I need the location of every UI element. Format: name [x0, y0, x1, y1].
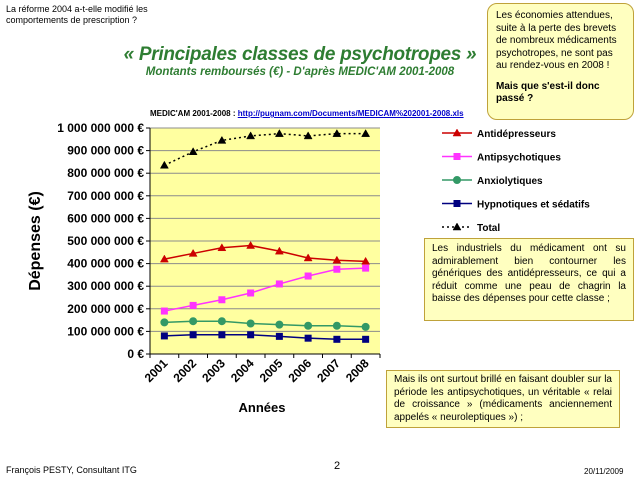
x-tick-label: 2004	[227, 356, 257, 386]
data-point	[218, 318, 225, 325]
callout-antipsychotics	[386, 370, 620, 428]
legend-label: Antidépresseurs	[477, 129, 556, 140]
data-point	[248, 332, 254, 338]
data-point	[333, 322, 340, 329]
data-point	[276, 333, 282, 339]
footer-author: François PESTY, Consultant ITG	[6, 465, 137, 475]
data-point	[190, 332, 196, 338]
data-point	[247, 320, 254, 327]
data-point	[248, 290, 254, 296]
source-link[interactable]: http://pugnam.com/Documents/MEDICAM%202001-2008.xls	[237, 109, 464, 118]
chart-title: « Principales classes de psychotropes »	[123, 44, 477, 65]
y-tick-label: 0 €	[127, 347, 144, 361]
data-point	[161, 319, 168, 326]
y-tick-label: 400 000 000 €	[67, 256, 144, 271]
x-axis-label: Années	[238, 400, 286, 415]
legend-marker	[454, 177, 461, 184]
legend-item	[442, 223, 500, 234]
y-tick-label: 1 000 000 000 €	[57, 121, 144, 135]
data-point	[305, 322, 312, 329]
legend-marker	[453, 223, 461, 230]
x-axis	[142, 354, 380, 385]
chart-subtitle: Montants remboursés (€) - D'après MEDIC'AM 2001-2008	[145, 66, 455, 78]
x-tick-label: 2005	[256, 356, 286, 386]
callout-antidepressants	[424, 238, 634, 321]
data-point	[276, 321, 283, 328]
y-tick-label: 200 000 000 €	[67, 301, 144, 316]
callout-antidepressants-text: Les industriels du médicament ont su admirablement bien contourner les génériques des antidépresseurs, ce qui a réduit comme une peau de chagrin la baisse des dépenses pour cette classe ;	[432, 243, 626, 304]
data-point	[161, 308, 167, 314]
legend-item	[442, 200, 590, 211]
legend-label: Anxiolytiques	[477, 176, 543, 187]
y-tick-label: 100 000 000 €	[67, 324, 144, 339]
data-point	[190, 302, 196, 308]
x-tick-label: 2003	[199, 356, 228, 386]
data-point	[363, 265, 369, 271]
y-tick-label: 700 000 000 €	[67, 188, 144, 203]
x-tick-label: 2001	[141, 356, 171, 386]
y-tick-label: 500 000 000 €	[67, 234, 144, 248]
x-tick-label: 2008	[342, 356, 372, 386]
data-point	[362, 323, 369, 330]
y-tick-label: 600 000 000 €	[67, 211, 144, 226]
legend-item	[442, 176, 543, 187]
footer-date: 20/11/2009	[584, 467, 624, 476]
legend-marker	[454, 154, 460, 160]
source-label: MEDIC'AM 2001-2008 :	[150, 109, 236, 118]
x-tick-label: 2007	[314, 356, 343, 386]
y-axis-label: Dépenses (€)	[27, 191, 44, 291]
data-point	[334, 266, 340, 272]
y-tick-label: 900 000 000 €	[67, 143, 144, 158]
data-point	[305, 335, 311, 341]
x-tick-label: 2002	[170, 356, 200, 386]
callout-savings-text: Les économies attendues, suite à la perte des brevets de nombreux médicaments psychotropes, ne sont pas au rendez-vous en 2008 !	[496, 10, 617, 71]
legend-label: Antipsychotiques	[477, 152, 561, 164]
data-point	[219, 332, 225, 338]
data-point	[161, 333, 167, 339]
legend-item	[442, 153, 561, 164]
legend	[442, 129, 590, 234]
callout-antipsychotics-text: Mais ils ont surtout brillé en faisant doubler sur la période les antipsychotiques, un véritable « relai de croissance » (médicaments anciennement appelés « neuroleptiques ») ;	[394, 374, 612, 423]
callout-savings-question: Mais que s'est-il donc passé ?	[496, 80, 600, 104]
data-point	[363, 336, 369, 342]
legend-label: Total	[477, 223, 501, 234]
x-tick-label: 2006	[285, 356, 315, 386]
legend-item	[442, 129, 556, 140]
y-axis	[57, 121, 150, 361]
page-number: 2	[334, 460, 341, 472]
data-point	[334, 336, 340, 342]
data-point	[305, 273, 311, 279]
y-tick-label: 800 000 000 €	[67, 166, 144, 181]
legend-marker	[454, 201, 460, 207]
data-point	[276, 281, 282, 287]
y-tick-label: 300 000 000 €	[67, 279, 144, 294]
corner-question: La réforme 2004 a-t-elle modifié les comportements de prescription ?	[6, 4, 148, 25]
legend-label: Hypnotiques et sédatifs	[477, 199, 590, 211]
callout-savings	[487, 3, 634, 120]
data-point	[219, 297, 225, 303]
data-point	[190, 318, 197, 325]
